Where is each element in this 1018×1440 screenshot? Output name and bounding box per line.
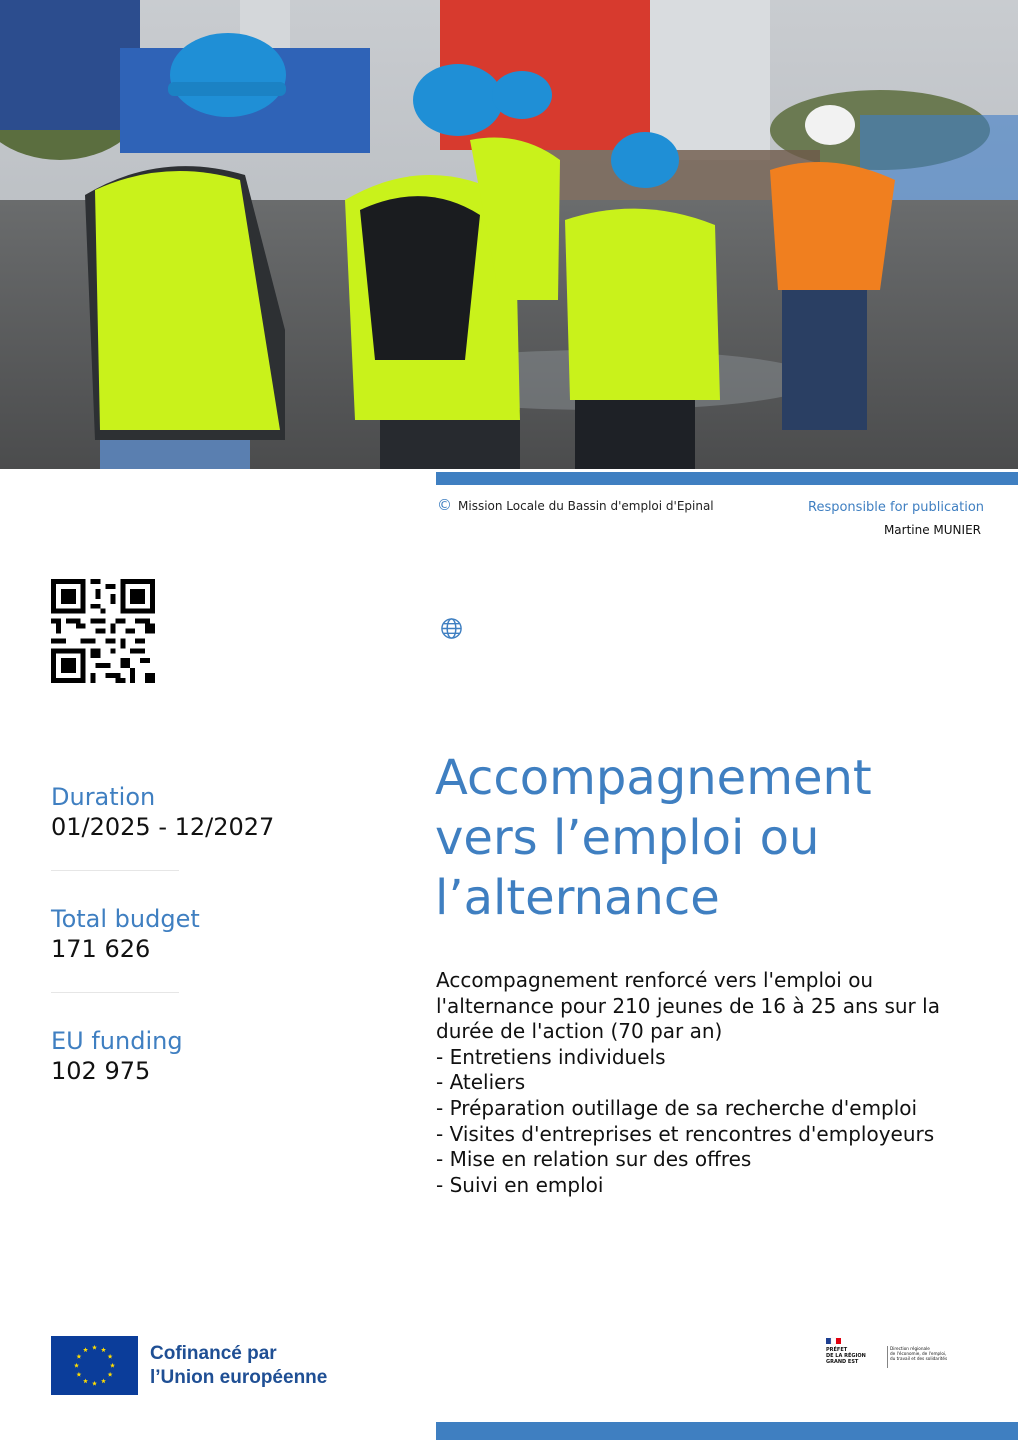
description-line: - Préparation outillage de sa recherche d'emploi [436,1095,918,1120]
eu-text-line: Cofinancé par [150,1343,277,1364]
globe-icon[interactable] [440,617,463,640]
description-line: - Ateliers [436,1070,526,1095]
description-line: - Visites d'entreprises et rencontres d'employeurs [436,1121,935,1146]
dreets-text-line: de l'économie, de l'emploi, [890,1351,947,1356]
responsible-name: Martine MUNIER [883,523,981,537]
responsible-label: Responsible for publication [808,500,985,515]
title-line: Accompagnement [435,750,872,806]
description-line: l'alternance pour 210 jeunes de 16 à 25 ans sur la [436,993,940,1018]
description-line: Accompagnement renforcé vers l'emploi ou [436,968,874,992]
dreets-text-line: Direction régionale [890,1346,930,1351]
dreets-text-line: du travail et des solidarités [890,1356,948,1361]
qr-code[interactable] [51,579,155,683]
photo-credit [437,498,714,513]
bottom-accent-bar [436,1422,1018,1440]
duration-value: 01/2025 - 12/2027 [51,813,275,841]
copyright-icon: © [437,496,452,514]
project-title [435,748,995,928]
eu-funding-label: EU funding [51,1027,183,1055]
eu-flag-icon [51,1336,138,1395]
top-accent-bar [436,472,1018,485]
prefet-text-line: GRAND EST [826,1359,859,1365]
prefet-text-line: DE LA RÉGION [826,1353,866,1359]
divider [51,870,179,871]
divider [51,992,179,993]
header-photo [0,0,1018,469]
title-line: vers l’emploi ou [435,810,820,866]
project-description [436,968,996,1198]
duration-label: Duration [51,783,156,811]
description-line: - Entretiens individuels [436,1044,666,1069]
description-line: durée de l'action (70 par an) [436,1019,723,1044]
eu-text-line: l’Union européenne [150,1367,328,1388]
title-line: l’alternance [435,870,720,926]
prefet-region-logo [824,1336,954,1382]
description-line: - Mise en relation sur des offres [436,1147,752,1172]
eu-funding-value: 102 975 [51,1057,151,1085]
photo-credit-text: Mission Locale du Bassin d'emploi d'Epinal [458,498,714,513]
total-budget-label: Total budget [51,905,200,933]
prefet-text-line: PRÉFET [826,1347,848,1353]
site-visit-photo [0,0,1018,469]
project-facts [51,782,351,1086]
description-line: - Suivi en emploi [436,1172,604,1197]
total-budget-value: 171 626 [51,935,151,963]
eu-cofinance-text [150,1342,327,1390]
